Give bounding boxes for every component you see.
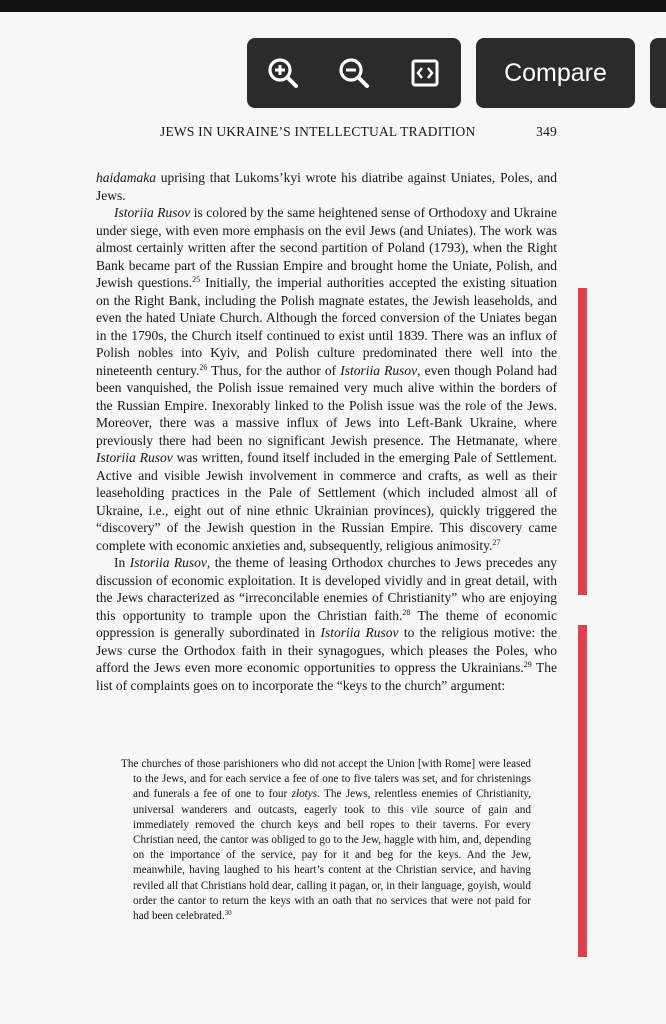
text-run: uprising that Lukoms’kyi wrote his diatribe against Uniates, Poles, and Jews.: [96, 170, 557, 203]
text-run: , even though Poland had been vanquished, the Polish issue remained very much alive within the borders of the Russian Empire. Inexorably linked to the Polish issue was the role of the Jews. Moreover, there was a massive influx of Jews into Left-Bank Ukraine, where previously there had been no significant Jewish presence. The Hetmanate, where: [96, 362, 557, 448]
paragraph-3: [96, 554, 557, 694]
text-run: was written, found itself included in the emerging Pale of Settlement. Active and visible Jewish involvement in commerce and crafts, as well as their leaseholding practices in the Pale of Settlement (which included almost all of Ukraine, i.e., eight out of nine ethnic Ukrainian provinces), quickly triggered the “discovery” of the Jewish question in the Russian Empire. This discovery came complete with economic anxieties and, subsequently, religious animosity.: [96, 450, 558, 553]
text-run: The list of complaints goes on to incorporate the “keys to the church” argument:: [96, 660, 557, 693]
zoom-in-button[interactable]: [247, 38, 318, 108]
italic-title: Istoriia Rusov: [114, 205, 191, 220]
viewer-toolbar: [247, 38, 461, 108]
text-run: In: [114, 555, 130, 570]
top-status-bar: [0, 0, 666, 12]
quote-paragraph: [121, 757, 531, 924]
footnote-ref[interactable]: 26: [199, 362, 208, 372]
italic-title: Istoriia Rusov: [340, 362, 418, 378]
italic-title: Istoriia Rusov: [129, 555, 207, 570]
footnote-ref[interactable]: 30: [224, 909, 232, 918]
text-run: The churches of those parishioners who did not accept the Union [with Rome] were leased to the Jews, and for each service a fee of one to five talers was set, and for christenings and funerals a fee of one to four: [121, 758, 531, 801]
footnote-ref[interactable]: 28: [402, 607, 411, 617]
text-run: Thus, for the author of: [207, 362, 341, 378]
body-text: [96, 169, 557, 694]
italic-term: haidamaka: [96, 170, 156, 185]
compare-button[interactable]: Compare: [476, 38, 635, 108]
text-run: Initially, the imperial authorities accepted the existing situation on the Right Bank, including the Polish magnate estates, the Jewish leaseholds, and even the hated Uniate Church. Although the forced conversion of the Uniates began in the 1790s, the Church itself continued to exist until 1839. There was an influx of Polish nobles into Kyiv, and Polish culture predominated there well into the nineteenth century.: [96, 275, 558, 378]
footnote-ref[interactable]: 25: [192, 275, 201, 284]
highlight-bar: [578, 625, 587, 957]
running-head-title: JEWS IN UKRAINE’S INTELLECTUAL TRADITION: [160, 124, 476, 139]
footnote-ref[interactable]: 27: [492, 537, 501, 547]
text-run: is colored by the same heightened sense of Orthodoxy and Ukraine under siege, with even more emphasis on the evil Jews (and Uniates). The work was almost certainly written after the second partition of Poland (1793), when the Right Bank became part of the Russian Empire and brought home the Uniate, Polish, and Jewish questions.: [96, 205, 557, 290]
italic-title: Istoriia Rusov: [320, 625, 399, 640]
next-toolbar-button[interactable]: [650, 38, 666, 108]
italic-title: Istoriia Rusov: [96, 450, 173, 465]
paragraph-2: [96, 204, 557, 554]
paragraph-1: [96, 169, 557, 204]
zoom-out-button[interactable]: [318, 38, 389, 108]
running-head: [160, 124, 557, 142]
footnote-ref[interactable]: 29: [523, 660, 532, 669]
text-run: . The Jews, relentless enemies of Christianity, universal wanderers and outcasts, eagerly took to this vile source of gain and immediately removed the church keys and bell ropes to their taverns. For every Christian need, the cantor was obliged to go to the Jew, haggle with him, and, depending on the importance of the service, pay for it and beg for the keys. And the Jew, meanwhile, having laughed to his heart’s content at the Christian service, and having reviled all that Christians hold dear, calling it pagan, or, in their language, goyish, would order the cantor to return the keys with an oath that no services that were not paid for had been celebrated.: [133, 788, 531, 923]
text-run: The theme of economic oppression is generally subordinated in: [96, 607, 558, 640]
italic-term: złotys: [291, 788, 318, 801]
block-quote: [121, 757, 531, 924]
text-run: to the religious motive: the Jews curse the Orthodox faith in their synagogues, which pleases the Poles, who afford the Jews even more economic opportunities to oppress the Ukrainians.: [96, 625, 557, 675]
highlight-bar: [578, 288, 587, 595]
fit-page-icon: [410, 58, 440, 88]
zoom-out-icon: [337, 56, 371, 90]
zoom-in-icon: [266, 56, 300, 90]
text-run: , the theme of leasing Orthodox churches to Jews precedes any discussion of economic exploitation. It is developed vividly and in great detail, with the Jews characterized as “irreconcilable enemies of Christianity” who are enjoying this opportunity to trample upon the Christian faith.: [96, 555, 557, 623]
page-number: 349: [536, 124, 557, 139]
fit-page-button[interactable]: [389, 38, 460, 108]
